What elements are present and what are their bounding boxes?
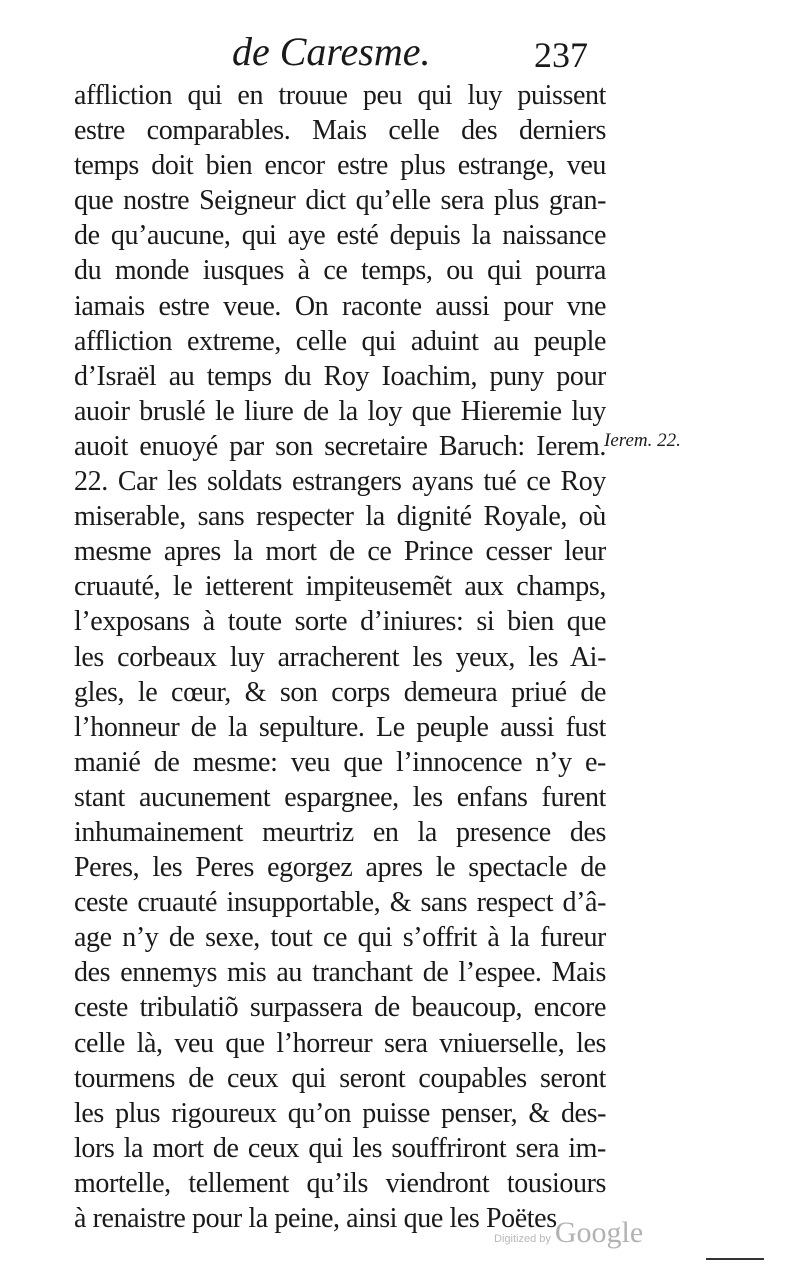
- google-logo: Google: [554, 1216, 644, 1249]
- text-line: celle là, veu que l’horreur sera vniuerselle, les: [74, 1027, 606, 1059]
- text-line: l’honneur de la sepulture. Le peuple aussi fust: [74, 711, 606, 743]
- text-line: manié de mesme: veu que l’innocence n’y e-: [74, 746, 606, 778]
- text-line: gles, le cœur, & son corps demeura priué de: [74, 676, 606, 708]
- text-line: mesme apres la mort de ce Prince cesser leur: [74, 536, 606, 568]
- text-line: à renaistre pour la peine, ainsi que les Poëtes: [74, 1203, 557, 1234]
- text-line: affliction qui en trouue peu qui luy puissent: [74, 80, 606, 111]
- running-head: de Caresme.: [232, 29, 431, 74]
- text-line: l’exposans à toute sorte d’iniures: si bien que: [74, 606, 606, 638]
- text-line: mortelle, tellement qu’ils viendront tousiours: [74, 1167, 606, 1199]
- text-line: des ennemys mis au tranchant de l’espee. Mais: [74, 957, 606, 989]
- text-line: miserable, sans respecter la dignité Royale, où: [74, 501, 606, 533]
- text-line: les plus rigoureux qu’on puisse penser, & des-: [74, 1097, 606, 1129]
- text-line: Peres, les Peres egorgez apres le spectacle de: [74, 852, 606, 884]
- watermark-prefix: Digitized by: [494, 1233, 551, 1245]
- text-line: du monde iusques à ce temps, ou qui pourra: [74, 255, 606, 287]
- text-line: de qu’aucune, qui aye esté depuis la naissance: [74, 220, 606, 252]
- scan-rule-mark: [706, 1258, 764, 1260]
- text-line: auoir bruslé le liure de la loy que Hieremie luy: [74, 395, 606, 427]
- text-line: que nostre Seigneur dict qu’elle sera plus gran-: [74, 185, 606, 217]
- text-line: ceste cruauté insupportable, & sans respect d’â-: [74, 887, 606, 919]
- text-line: auoit enuoyé par son secretaire Baruch: Ierem.: [74, 430, 606, 462]
- text-line: tourmens de ceux qui seront coupables seront: [74, 1062, 606, 1094]
- body-text: [74, 78, 606, 1236]
- text-line: temps doit bien encor estre plus estrange, veu: [74, 150, 606, 182]
- text-line: estre comparables. Mais celle des derniers: [74, 115, 606, 147]
- text-line: affliction extreme, celle qui aduint au peuple: [74, 325, 606, 357]
- text-line: les corbeaux luy arracherent les yeux, les Ai-: [74, 641, 606, 673]
- text-line: cruauté, le ietterent impiteusemẽt aux champs,: [74, 571, 606, 603]
- text-line: age n’y de sexe, tout ce qui s’offrit à la fureur: [74, 922, 606, 954]
- text-line: d’Israël au temps du Roy Ioachim, puny pour: [74, 360, 606, 392]
- digitization-watermark: [494, 1216, 643, 1256]
- text-line: ceste tribulatiõ surpassera de beaucoup, encore: [74, 992, 606, 1024]
- page-number: 237: [534, 35, 588, 75]
- text-line: iamais estre veue. On raconte aussi pour vne: [74, 290, 606, 322]
- text-line: lors la mort de ceux qui les souffriront sera im-: [74, 1132, 606, 1164]
- text-line: stant aucunement espargnee, les enfans furent: [74, 781, 606, 813]
- text-line: inhumainement meurtriz en la presence des: [74, 816, 606, 848]
- marginal-note: Ierem. 22.: [604, 430, 681, 451]
- text-line: 22. Car les soldats estrangers ayans tué ce Roy: [74, 466, 606, 498]
